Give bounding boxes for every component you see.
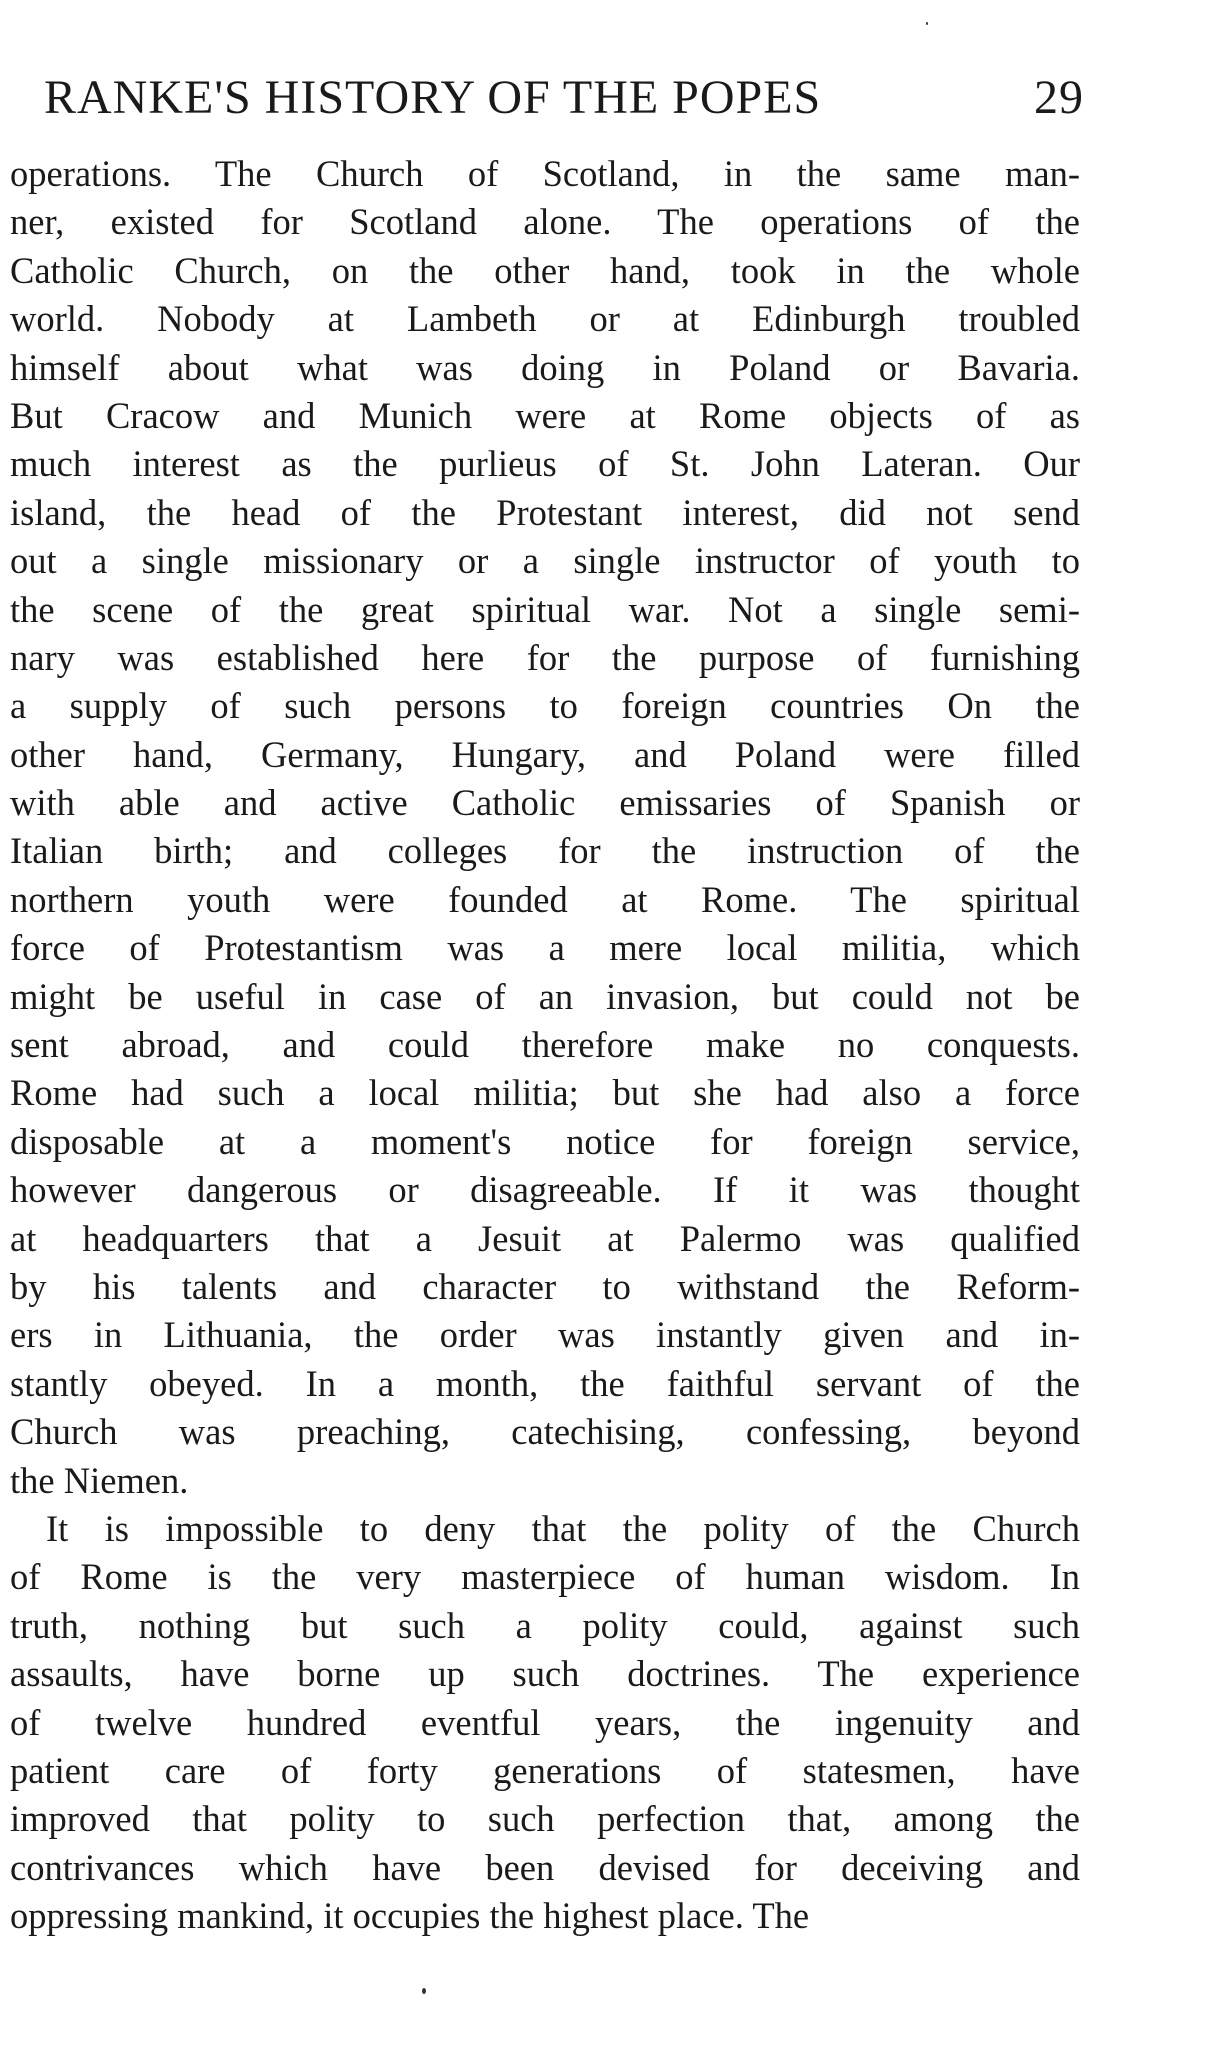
text-line: of twelve hundred eventful years, the ingenuity and [10, 1701, 1080, 1743]
text-line: might be useful in case of an invasion, but could not be [10, 975, 1080, 1017]
text-line: ers in Lithuania, the order was instantly given and in- [10, 1314, 1080, 1356]
text-line: the Niemen. [10, 1459, 189, 1501]
text-line: It is impossible to deny that the polity of the Church [46, 1507, 1080, 1549]
text-line: stantly obeyed. In a month, the faithful servant of the [10, 1362, 1080, 1404]
text-line: world. Nobody at Lambeth or at Edinburgh troubled [10, 298, 1080, 340]
text-line: Catholic Church, on the other hand, took in the whole [10, 249, 1080, 291]
page-number: 29 [1034, 71, 1084, 124]
text-line: improved that polity to such perfection that, among the [10, 1798, 1080, 1840]
text-line: truth, nothing but such a polity could, against such [10, 1604, 1080, 1646]
text-line: much interest as the purlieus of St. John Lateran. Our [10, 443, 1080, 485]
text-line: the scene of the great spiritual war. Not a single semi- [10, 588, 1080, 630]
running-head-title: RANKE'S HISTORY OF THE POPES [44, 71, 822, 124]
text-line: oppressing mankind, it occupies the highest place. The [10, 1895, 810, 1937]
paper-speck [926, 22, 928, 25]
text-line: out a single missionary or a single instructor of youth to [10, 540, 1080, 582]
text-line: sent abroad, and could therefore make no conquests. [10, 1024, 1080, 1066]
text-line: ner, existed for Scotland alone. The operations of the [10, 201, 1080, 243]
paper-speck [422, 1988, 426, 1994]
text-line: nary was established here for the purpose of furnishing [10, 636, 1080, 678]
text-line: disposable at a moment's notice for foreign service, [10, 1120, 1080, 1162]
text-line: other hand, Germany, Hungary, and Poland were filled [10, 733, 1080, 775]
text-line: northern youth were founded at Rome. The spiritual [10, 878, 1080, 920]
text-line: himself about what was doing in Poland or Bavaria. [10, 346, 1080, 388]
paragraph [10, 150, 1080, 1505]
text-line: island, the head of the Protestant interest, did not send [10, 491, 1080, 533]
running-head [44, 68, 1084, 128]
body-text [10, 150, 1080, 1940]
text-line: Church was preaching, catechising, confessing, beyond [10, 1411, 1080, 1453]
text-line: Italian birth; and colleges for the instruction of the [10, 830, 1080, 872]
text-line: force of Protestantism was a mere local militia, which [10, 927, 1080, 969]
text-line: a supply of such persons to foreign countries On the [10, 685, 1080, 727]
text-line: with able and active Catholic emissaries of Spanish or [10, 782, 1080, 824]
text-line: But Cracow and Munich were at Rome objects of as [10, 394, 1080, 436]
text-line: operations. The Church of Scotland, in the same man- [10, 153, 1080, 194]
text-line: contrivances which have been devised for deceiving and [10, 1846, 1080, 1888]
text-line: of Rome is the very masterpiece of human wisdom. In [10, 1556, 1080, 1598]
text-line: by his talents and character to withstand the Reform- [10, 1265, 1080, 1307]
text-line: assaults, have borne up such doctrines. The experience [10, 1653, 1080, 1695]
paragraph [10, 1505, 1080, 1941]
text-line: at headquarters that a Jesuit at Palermo was qualified [10, 1217, 1080, 1259]
text-line: Rome had such a local militia; but she had also a force [10, 1072, 1080, 1114]
text-line: however dangerous or disagreeable. If it was thought [10, 1169, 1080, 1211]
text-line: patient care of forty generations of statesmen, have [10, 1749, 1080, 1791]
